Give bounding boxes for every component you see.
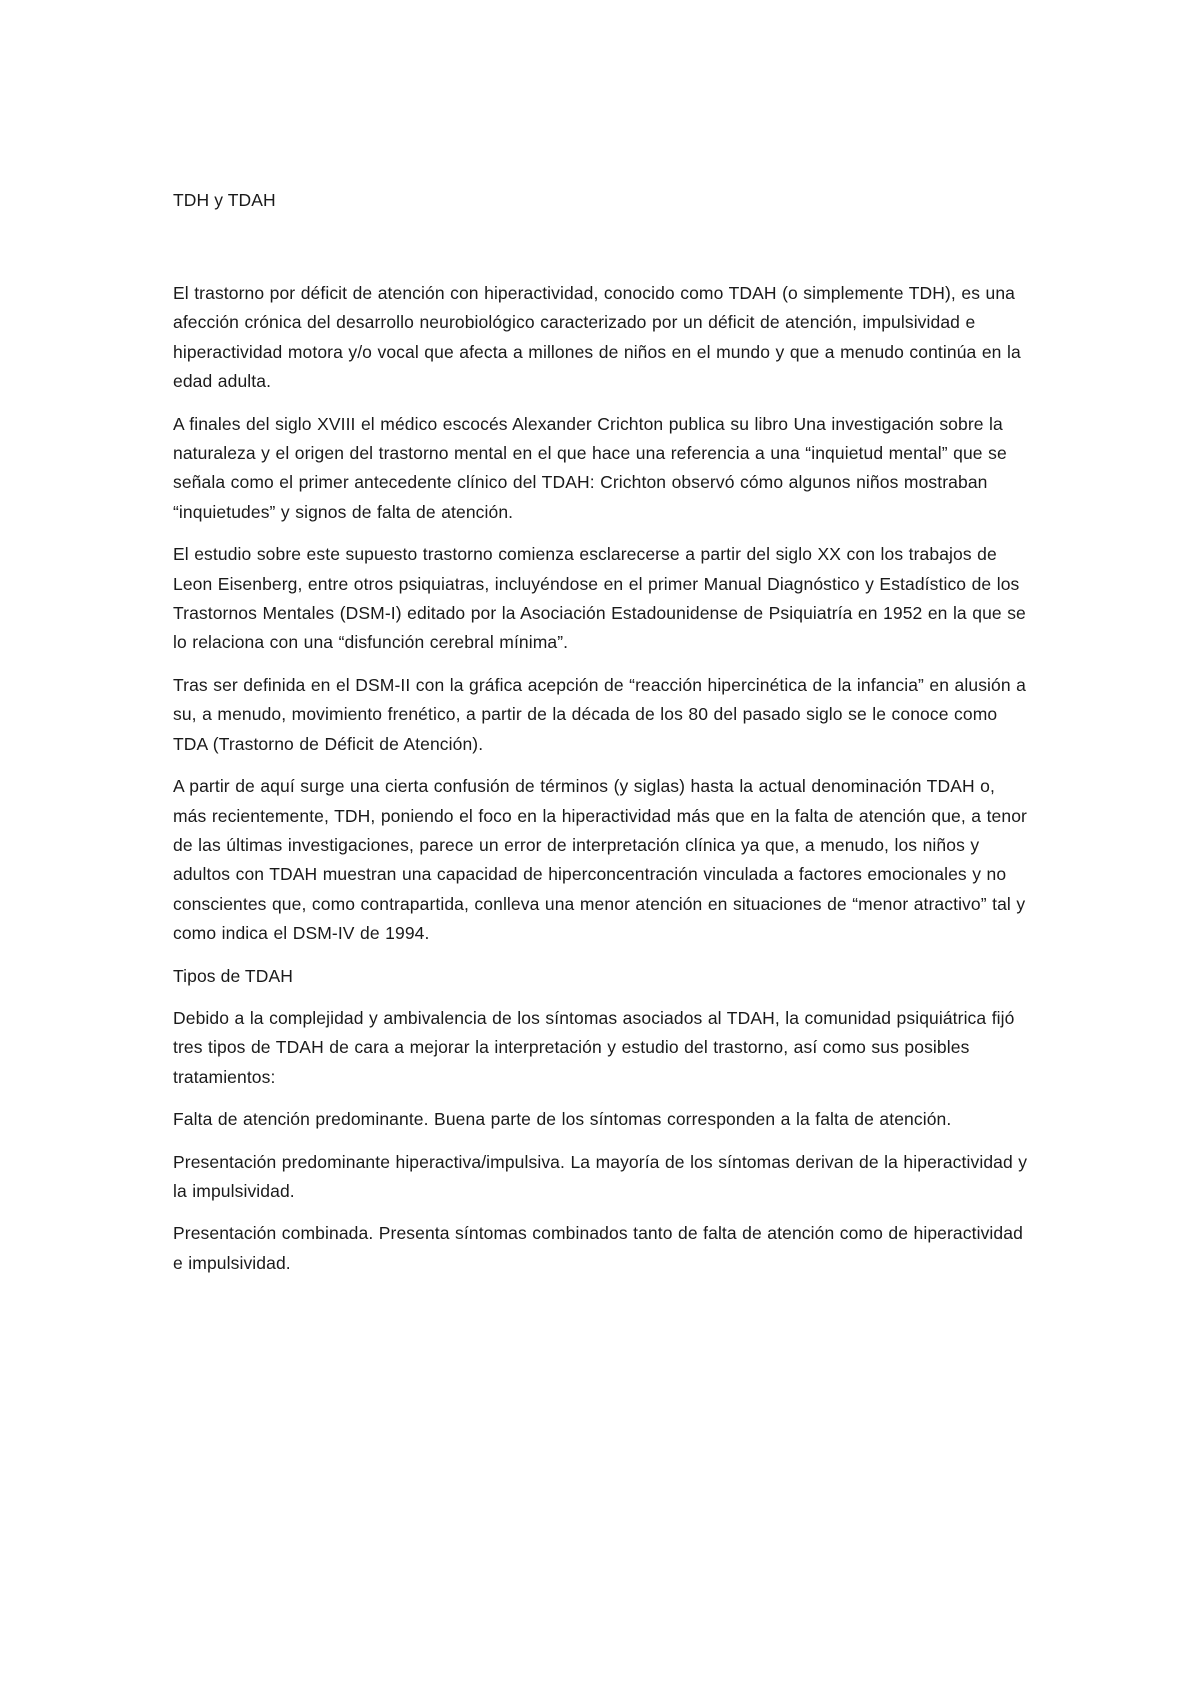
type-item-combined: Presentación combinada. Presenta síntomas combinados tanto de falta de atención como de hiperactividad e impulsividad. (173, 1223, 1023, 1273)
paragraph-crichton: A finales del siglo XVIII el médico escocés Alexander Crichton publica su libro Una investigación sobre la naturaleza y el origen del trastorno mental en el que hace una referencia a una “inquietud mental” que se señala como el primer antecedente clínico del TDAH: Crichton observó cómo algunos niños mostraban “inquietudes” y signos de falta de atención. (173, 413, 1007, 522)
document-title: TDH y TDAH (173, 190, 276, 210)
paragraph-eisenberg: El estudio sobre este supuesto trastorno comienza esclarecerse a partir del siglo XX con los trabajos de Leon Eisenberg, entre otros psiquiatras, incluyéndose en el primer Manual Diagnóstico y Estadístico de los Trastornos Mentales (DSM-I) editado por la Asociación Estadounidense de Psiquiatría en 1952 en la que se lo relaciona con una “disfunción cerebral mínima”. (173, 544, 1026, 653)
document-body (173, 186, 1033, 1291)
paragraph-terminology: A partir de aquí surge una cierta confusión de términos (y siglas) hasta la actual denominación TDAH o, más recientemente, TDH, poniendo el foco en la hiperactividad más que en la falta de atención que, a tenor de las últimas investigaciones, parece un error de interpretación clínica ya que, a menudo, los niños y adultos con TDAH muestran una capacidad de hiperconcentración vinculada a factores emocionales y no conscientes que, como contrapartida, conlleva una menor atención en situaciones de “menor atractivo” tal y como indica el DSM-IV de 1994. (173, 776, 1027, 944)
title-spacer (173, 215, 1033, 279)
paragraph-dsm-ii: Tras ser definida en el DSM-II con la gráfica acepción de “reacción hipercinética de la infancia” en alusión a su, a menudo, movimiento frenético, a partir de la década de los 80 del pasado siglo se le conoce como TDA (Trastorno de Déficit de Atención). (173, 674, 1026, 754)
paragraph-definition: El trastorno por déficit de atención con hiperactividad, conocido como TDAH (o simplemente TDH), es una afección crónica del desarrollo neurobiológico caracterizado por un déficit de atención, impulsividad e hiperactividad motora y/o vocal que afecta a millones de niños en el mundo y que a menudo continúa en la edad adulta. (173, 283, 1021, 392)
section-heading-tipos: Tipos de TDAH (173, 965, 293, 986)
type-item-inattentive: Falta de atención predominante. Buena parte de los síntomas corresponden a la falta de atención. (173, 1109, 952, 1130)
type-item-hyperactive: Presentación predominante hiperactiva/impulsiva. La mayoría de los síntomas derivan de la hiperactividad y la impulsividad. (173, 1151, 1028, 1201)
paragraph-section-intro: Debido a la complejidad y ambivalencia de los síntomas asociados al TDAH, la comunidad psiquiátrica fijó tres tipos de TDAH de cara a mejorar la interpretación y estudio del trastorno, así como sus posibles tratamientos: (173, 1007, 1015, 1087)
